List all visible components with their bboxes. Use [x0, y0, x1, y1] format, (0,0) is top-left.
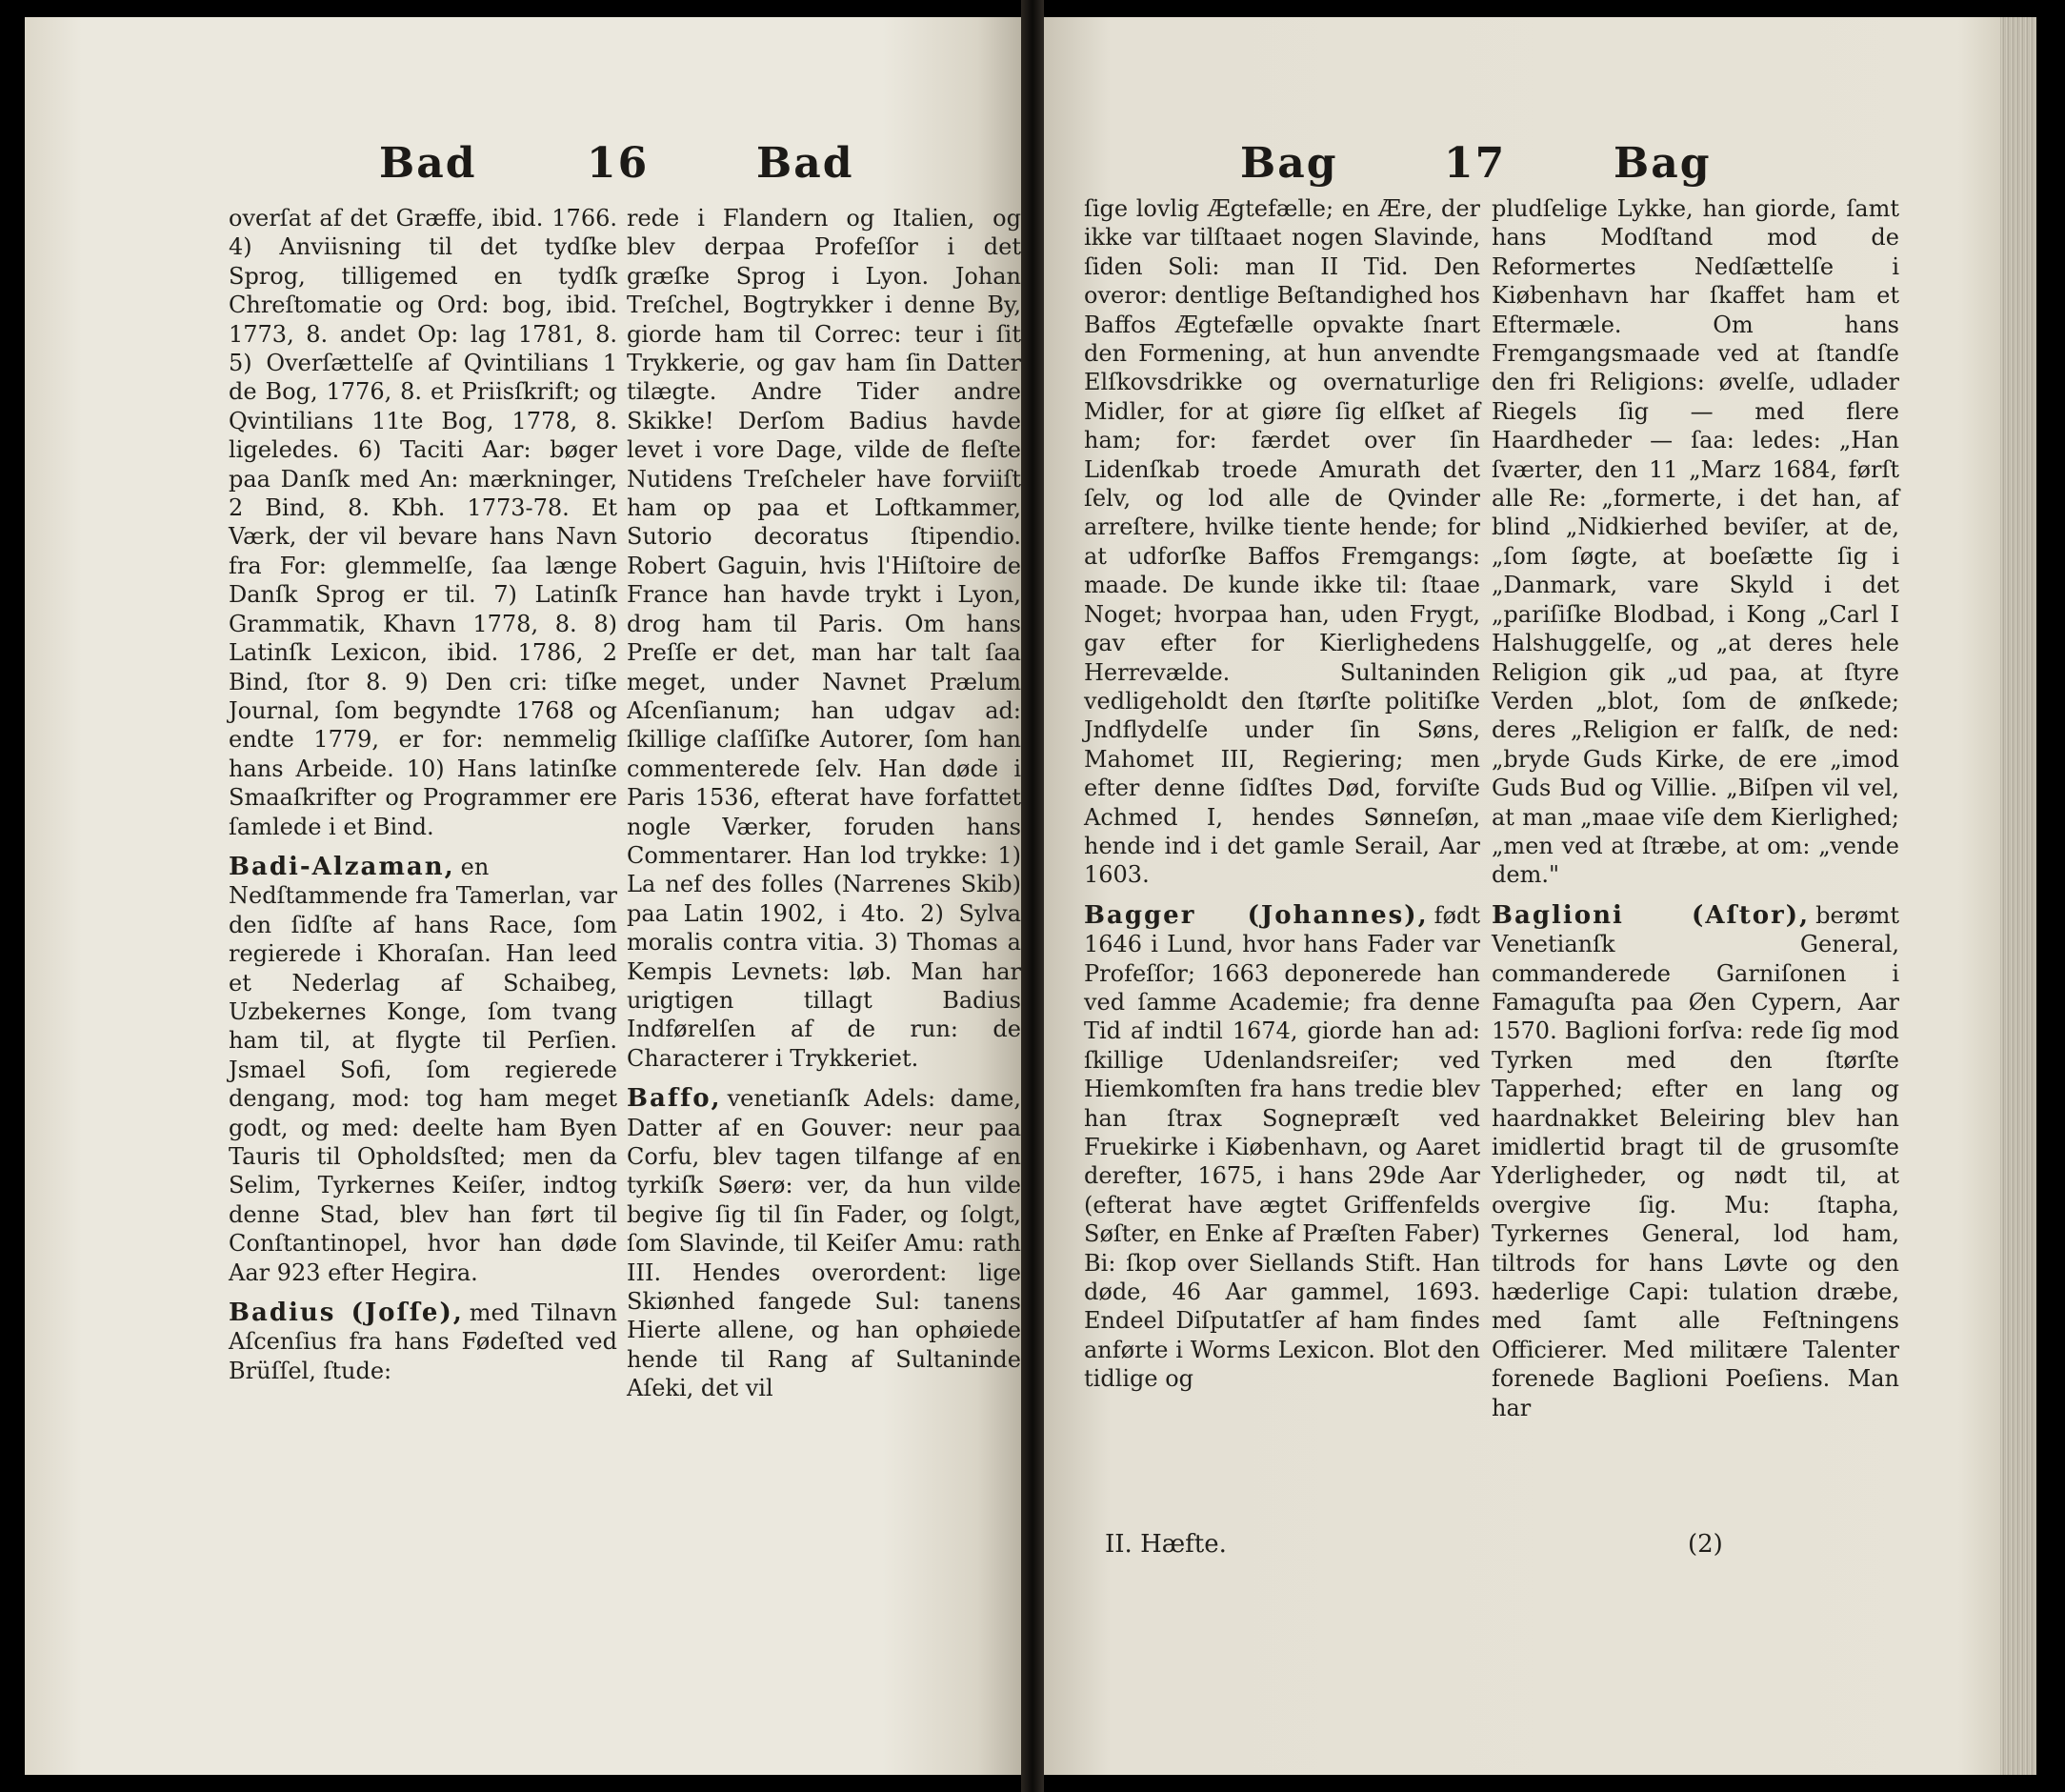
- gathering-mark: (2): [1688, 1530, 1723, 1559]
- right-page-number: 17: [1444, 139, 1507, 188]
- entry-baffo-continued: ſige lovlig Ægtefælle; en Ære, der ikke var tilſtaaet nogen Slavinde, ſiden Soli: man II Tid. Den overor: dentlige Beſtandighed hos Baffos Ægtefælle opvakte ſnart den Formening, at hun anvendte Elſkovsdrikke og overnaturlige Midler, for at giøre ſig elſket af ham; for: færdet over ſin Lidenſkab troede Amurath det ſelv, og lod alle de Qvinder arreſtere, hvilke tiente hende; for at udforſke Baffos Fremgangs: maade. De kunde ikke til: ſtaae Noget; hvorpaa han, uden Frygt, gav efter for Kierlighedens Herrevælde. Sultaninden vedligeholdt den ſtørſte politiſke Jndflydelſe under ſin Søns, Mahomet III, Regiering; men efter denne ſidſtes Død, forviſte Achmed I, hendes Sønneſøn, hende ind i det gamle Serail, Aar 1603.: [1084, 195, 1480, 889]
- right-column-1: [1084, 194, 1480, 1394]
- entry-text: berømt Venetianſk General, commanderede Garniſonen i Famaguſta paa Øen Cypern, Aar 1570. Baglioni forſva: rede ſig mod Tyrken med den ſtørſte Tapperhed; efter en lang og haardnakket Beleiring blev han imidlertid bragt til de grusomſte Yderligheder, og nødt til, at overgive ſig. Mu: ſtapha, Tyrkernes General, lod ham, tiltrods for hans Løvte og den hæderlige Capi: tulation dræbe, med ſamt alle Feſtningens Officierer. Med militære Talenter forenede Baglioni Poeſiens. Man har: [1492, 901, 1899, 1421]
- right-header-left-word: Bag: [1240, 139, 1338, 188]
- headword: Bagger (Johannes),: [1084, 900, 1429, 930]
- entry-bagger-continued: pludſelige Lykke, han giorde, ſamt hans Modſtand mod de Reformertes Nedſættelſe i Kiøbenhavn har ſkaffet ham et Eftermæle. Om hans Fremgangsmaade ved at ſtandſe den fri Religions: øvelſe, udlader Riegels ſig — med flere Haardheder — ſaa: ledes: „Han ſværter, den 11 „Marz 1684, førſt alle Re: „formerte, i det han, af blind „Nidkierhed beviſer, at de, „ſom ſøgte, at boeſætte ſig i „Danmark, vare Skyld i det „pariſiſke Blodbad, i Kong „Carl I Halshuggelſe, og „at deres hele Religion gik „ud paa, at ſtyre Verden „blot, ſom de ønſkede; deres „Religion er falſk, de ned: „bryde Guds Kirke, de ere „imod Guds Bud og Villie. „Biſpen vil vel, at man „maae viſe dem Kierlighed; „men ved at ſtræbe, at om: „vende dem.": [1492, 195, 1899, 889]
- entry-badius: [229, 1299, 617, 1385]
- headword: Baffo,: [627, 1084, 722, 1114]
- entry-text: en Nedſtammende fra Tamerlan, var den ſidſte af hans Race, ſom regierede i Khoraſan. Han leed et Nederlag af Schaibeg, Uzbekernes Konge, ſom tvang ham til, at flygte til Perſien. Jsmael Sofi, ſom regierede dengang, mod: tog ham meget godt, og med: deelte ham Byen Tauris til Opholdsſted; men da Selim, Tyrkernes Keiſer, indtog denne Stad, blev han ført til Conſtantinopel, hvor han døde Aar 923 efter Hegira.: [229, 853, 617, 1286]
- entry-text: venetianſk Adels: dame, Datter af en Gouver: neur paa Corfu, blev tagen tilfange af en tyrkiſk Søerø: ver, da hun vilde begive ſig til ſin Fader, og ſolgt, ſom Slavinde, til Keiſer Amu: rath III. Hendes overordent: lige Skiønhed fangede Sul: tanens Hierte allene, og han ophøiede hende til Rang af Sultaninde Aſeki, det vil: [627, 1085, 1021, 1402]
- entry-badius-continued: rede i Flandern og Italien, og blev derpaa Profeſſor i det græſke Sprog i Lyon. Johan Treſchel, Bogtrykker i denne By, giorde ham til Correc: teur i ſit Trykkerie, og gav ham ſin Datter tilægte. Andre Tider andre Skikke! Derſom Badius havde levet i vore Dage, vilde de fleſte Nutidens Treſcheler have forviiſt ham op paa et Loftkammer, Sutorio decoratus ſtipendio. Robert Gaguin, hvis l'Hiſtoire de France han havde trykt i Lyon, drog ham til Paris. Om hans Preſſe er det, man har talt ſaa meget, under Navnet Prælum Aſcenſianum; han udgav ad: ſkillige claſſiſke Autorer, ſom han commenterede ſelv. Han døde i Paris 1536, efterat have forfattet nogle Værker, foruden hans Commentarer. Han lod trykke: 1) La nef des folles (Narrenes Skib) paa Latin 1902, i 4to. 2) Sylva moralis contra vitia. 3) Thomas a Kempis Levnets: løb. Man har urigtigen tillagt Badius Indførelſen af de run: de Characterer i Trykkeriet.: [627, 205, 1021, 1072]
- left-column-1: [229, 204, 617, 1385]
- left-header-left-word: Bad: [379, 139, 477, 188]
- book-gutter: [1021, 0, 1044, 1792]
- left-page-number: 16: [587, 139, 650, 188]
- headword: Baglioni (Aſtor),: [1492, 900, 1811, 930]
- entry-text: med Tilnavn Aſcenſius fra hans Fødeſted ved Brüſſel, ſtude:: [229, 1299, 617, 1384]
- signature-mark: II. Hæfte.: [1105, 1530, 1227, 1559]
- right-page: [1044, 17, 2036, 1775]
- right-column-2: [1492, 194, 1899, 1422]
- entry-baglioni: [1492, 901, 1899, 1422]
- entry-bagger: [1084, 901, 1480, 1394]
- headword: Badi-Alzaman,: [229, 852, 455, 881]
- entry-continuation: overſat af det Græffe, ibid. 1766. 4) Anviisning til det tydſke Sprog, tilligemed en tydſk Chreſtomatie og Ord: bog, ibid. 1773, 8. andet Op: lag 1781, 8. 5) Overſættelſe af Qvintilians 1 de Bog, 1776, 8. et Priisſkrift; og Qvintilians 11te Bog, 1778, 8. ligeledes. 6) Taciti Aar: bøger paa Danſk med An: mærkninger, 2 Bind, 8. Kbh. 1773-78. Et Værk, der vil bevare hans Navn fra For: glemmelſe, ſaa længe Danſk Sprog er til. 7) Latinſk Grammatik, Khavn 1778, 8. 8) Latinſk Lexicon, ibid. 1786, 2 Bind, ſtor 8. 9) Den cri: tiſke Journal, ſom begyndte 1768 og endte 1779, er for: nemmelig hans Arbeide. 10) Hans latinſke Smaaſkrifter og Programmer ere ſamlede i et Bind.: [229, 205, 617, 840]
- entry-text: født 1646 i Lund, hvor hans Fader var Profeſſor; 1663 deponerede han ved ſamme Academie; fra denne Tid af indtil 1674, giorde han ad: ſkillige Udenlandsreiſer; ved Hiemkomſten fra hans tredie blev han ſtrax Sognepræſt ved Fruekirke i Kiøbenhavn, og Aaret derefter, 1675, i hans 29de Aar (efterat have ægtet Griffenfelds Søſter, en Enke af Præſten Faber) Bi: ſkop over Siellands Stift. Han døde, 46 Aar gammel, 1693. Endeel Diſputatſer af ham findes anførte i Worms Lexicon. Blot den tidlige og: [1084, 901, 1480, 1393]
- left-page: [25, 17, 1021, 1775]
- entry-baffo: [627, 1084, 1021, 1402]
- left-column-2: [627, 204, 1021, 1403]
- entry-badi-alzaman: [229, 853, 617, 1287]
- headword: Badius (Joſſe),: [229, 1299, 464, 1328]
- page-edges: [2000, 17, 2036, 1775]
- left-header-right-word: Bad: [756, 139, 854, 188]
- right-header-right-word: Bag: [1614, 139, 1712, 188]
